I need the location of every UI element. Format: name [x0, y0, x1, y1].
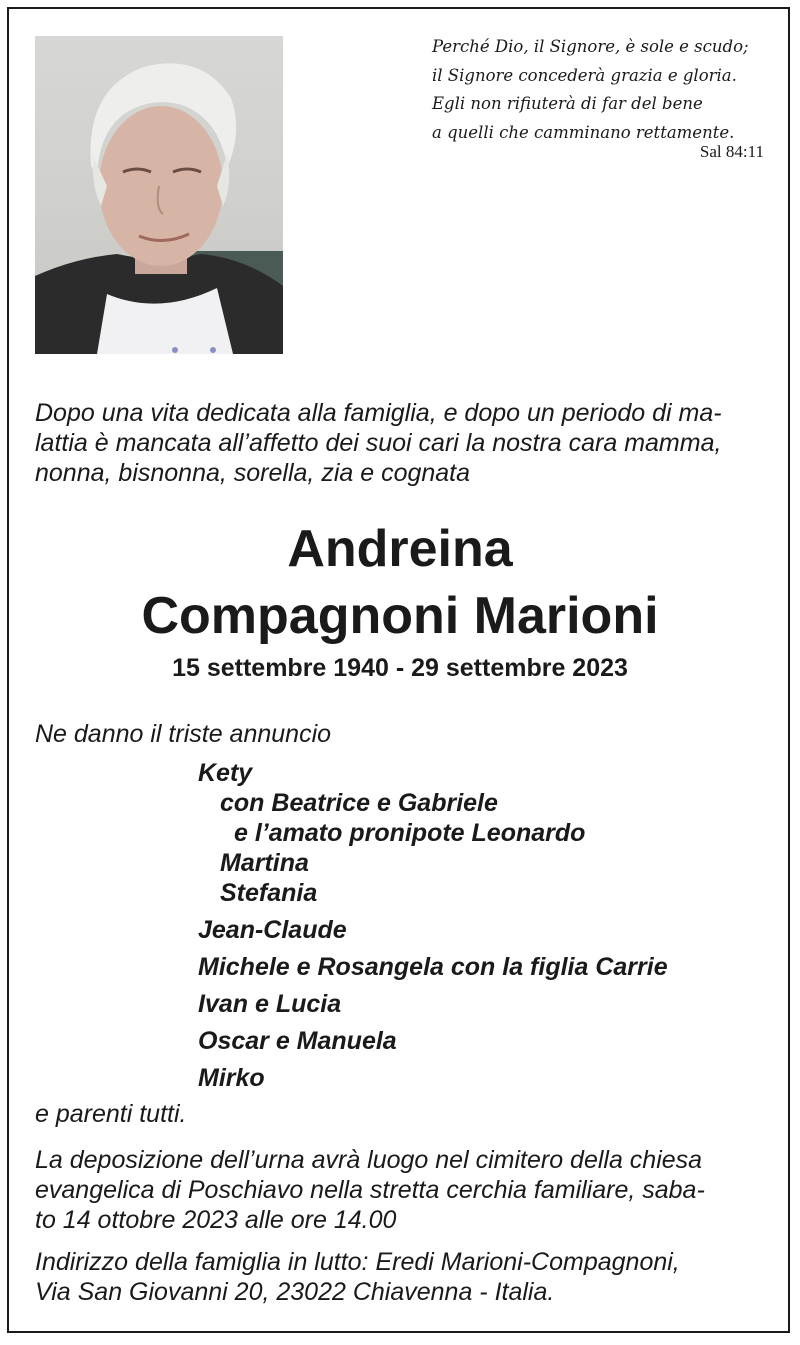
ceremony-line: to 14 ottobre 2023 alle ore 14.00 [35, 1206, 397, 1234]
relatives-text [35, 1099, 775, 1129]
verse-line: a quelli che camminano rettamente. [432, 122, 735, 142]
ceremony-text [35, 1145, 775, 1235]
intro-text [35, 398, 775, 488]
verse-reference: Sal 84:11 [699, 142, 764, 161]
verse-line: Egli non rifiuterà di far del bene [432, 94, 703, 113]
relatives-line: e parenti tutti. [35, 1100, 187, 1128]
ceremony-line: La deposizione dell’urna avrà luogo nel cimitero della chiesa [35, 1146, 703, 1174]
family-member: Kety [198, 759, 253, 787]
deceased-surname: Compagnoni Marioni [141, 587, 659, 645]
portrait-photo [35, 36, 283, 354]
family-member: Ivan e Lucia [198, 990, 342, 1018]
intro-line: nonna, bisnonna, sorella, zia e cognata [35, 459, 471, 487]
verse-line: Perché Dio, il Signore, è sole e scudo; [432, 37, 749, 56]
family-member: Stefania [220, 879, 318, 907]
bible-verse [432, 33, 767, 147]
address-line: Indirizzo della famiglia in lutto: Eredi Marioni-Compagnoni, [35, 1248, 680, 1276]
intro-line: lattia è mancata all’affetto dei suoi cari la nostra cara mamma, [35, 429, 722, 457]
ceremony-line: evangelica di Poschiavo nella stretta cerchia familiare, saba- [35, 1176, 705, 1204]
family-member: Jean-Claude [198, 916, 347, 944]
address-line: Via San Giovanni 20, 23022 Chiavenna - Italia. [35, 1278, 555, 1306]
announcement-text: Ne danno il triste annuncio [35, 720, 332, 748]
intro-line: Dopo una vita dedicata alla famiglia, e dopo un periodo di ma- [35, 399, 722, 427]
family-member: Oscar e Manuela [198, 1027, 397, 1055]
life-dates: 15 settembre 1940 - 29 settembre 2023 [172, 654, 628, 682]
deceased-first-name: Andreina [287, 520, 513, 578]
family-member: Martina [220, 849, 309, 877]
family-member: Mirko [198, 1064, 265, 1092]
verse-line: il Signore concederà grazia e gloria. [432, 65, 737, 85]
family-member: con Beatrice e Gabriele [220, 789, 498, 817]
family-member: e l’amato pronipote Leonardo [234, 819, 586, 847]
family-address [35, 1247, 775, 1307]
family-member: Michele e Rosangela con la figlia Carrie [198, 953, 668, 981]
